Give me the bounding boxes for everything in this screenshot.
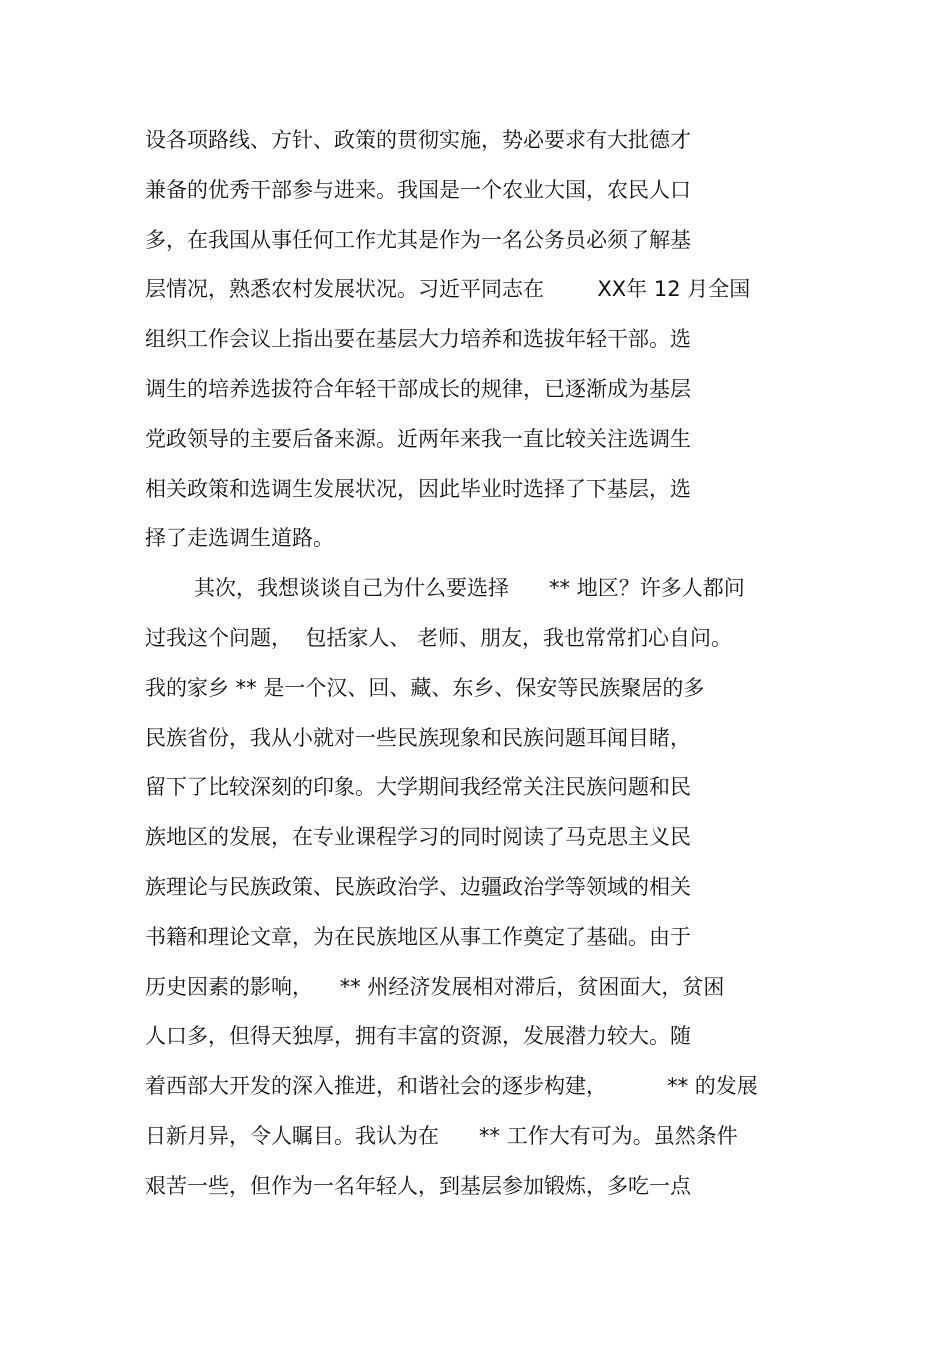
text-line-22: 艰苦一些，但作为一名年轻人，到基层参加锻炼，多吃一点: [145, 1174, 691, 1198]
text-line-20: 着西部大开发的深入推进，和谐社会的逐步构建， ** 的发展: [145, 1074, 758, 1098]
text-line-3: 多，在我国从事任何工作尤其是作为一名公务员必须了解基: [145, 228, 691, 252]
text-line-13: 民族省份，我从小就对一些民族现象和民族问题耳闻目睹，: [145, 726, 691, 750]
text-line-8: 相关政策和选调生发展状况，因此毕业时选择了下基层，选: [145, 477, 691, 501]
text-line-2: 兼备的优秀干部参与进来。我国是一个农业大国，农民人口: [145, 178, 691, 202]
text-line-18: 历史因素的影响， ** 州经济发展相对滞后，贫困面大，贫困: [145, 975, 725, 999]
text-line-6: 调生的培养选拔符合年轻干部成长的规律，已逐渐成为基层: [145, 377, 691, 401]
text-line-9: 择了走选调生道路。: [145, 526, 334, 550]
text-line-10: 其次，我想谈谈自己为什么要选择 ** 地区？许多人都问: [194, 576, 745, 600]
text-line-11: 过我这个问题， 包括家人、 老师、朋友，我也常常扪心自问。: [145, 626, 733, 650]
text-line-4: 层情况，熟悉农村发展状况。习近平同志在 XX年 12 月全国: [145, 277, 751, 301]
text-line-19: 人口多，但得天独厚，拥有丰富的资源，发展潜力较大。随: [145, 1024, 691, 1048]
text-line-21: 日新月异，令人瞩目。我认为在 ** 工作大有可为。虽然条件: [145, 1124, 738, 1148]
text-line-16: 族理论与民族政策、民族政治学、边疆政治学等领域的相关: [145, 875, 691, 899]
text-line-15: 族地区的发展，在专业课程学习的同时阅读了马克思主义民: [145, 825, 691, 849]
text-line-7: 党政领导的主要后备来源。近两年来我一直比较关注选调生: [145, 427, 691, 451]
text-line-17: 书籍和理论文章，为在民族地区从事工作奠定了基础。由于: [145, 925, 691, 949]
text-line-12: 我的家乡 ** 是一个汉、回、藏、东乡、保安等民族聚居的多: [145, 676, 705, 700]
text-line-5: 组织工作会议上指出要在基层大力培养和选拔年轻干部。选: [145, 327, 691, 351]
text-line-1: 设各项路线、方针、政策的贯彻实施，势必要求有大批德才: [145, 128, 691, 152]
text-line-14: 留下了比较深刻的印象。大学期间我经常关注民族问题和民: [145, 775, 691, 799]
